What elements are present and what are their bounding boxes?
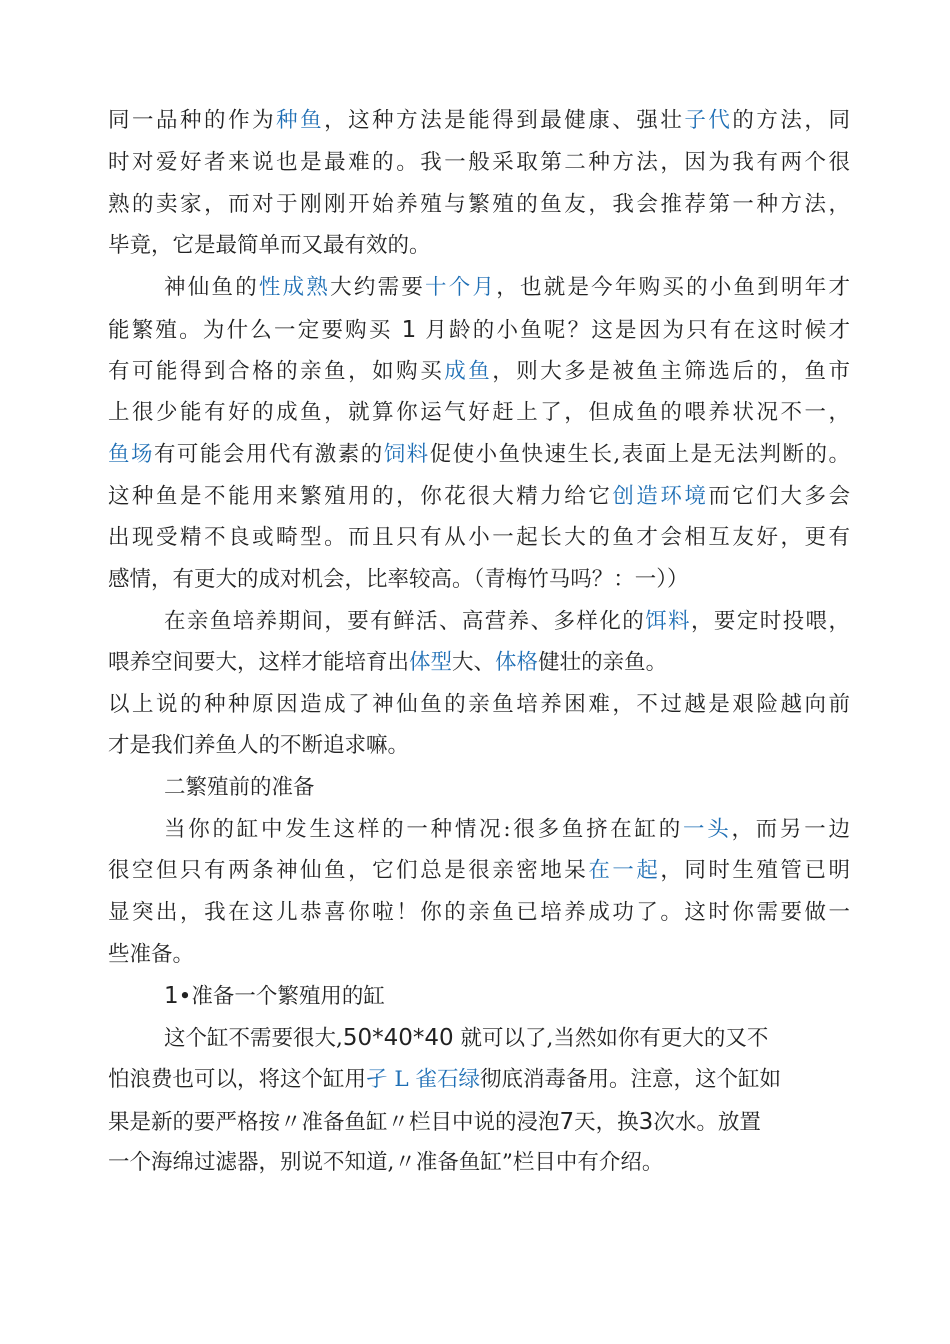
text-segment: 很空但只有两条神仙鱼，它们总是很亲密地呆 xyxy=(108,858,589,883)
keyword-link[interactable]: 成鱼 xyxy=(444,359,493,384)
text-line xyxy=(108,729,850,763)
text-segment: 同一品种的作为 xyxy=(108,108,277,133)
text-segment: ，同时生殖管已明 xyxy=(660,858,850,883)
text-line xyxy=(108,646,850,680)
text-line xyxy=(108,438,850,472)
text-segment: 神仙鱼的 xyxy=(164,275,259,300)
text-segment: 这个缸不需要很大, xyxy=(164,1026,343,1051)
text-segment: 有可能得到合格的亲鱼，如购买 xyxy=(108,359,445,384)
text-line xyxy=(108,938,850,972)
text-segment: 一个海绵过滤器，别说不知道,〃准备鱼缸”栏目中有介绍。 xyxy=(108,1150,664,1175)
text-segment: 喂养空间要大，这样才能培育出 xyxy=(108,650,410,675)
text-segment: 二繁殖前的准备 xyxy=(164,775,315,800)
text-segment: ，而另一边 xyxy=(731,817,850,842)
text-line xyxy=(108,854,850,888)
text-segment: 以上说的种种原因造成了神仙鱼的亲鱼培养困难，不过越是艰险越向前 xyxy=(108,692,850,717)
text-segment: 时对爱好者来说也是最难的。我一般采取第二种方法，因为我有两个很 xyxy=(108,150,850,175)
text-line xyxy=(108,521,850,555)
text-line xyxy=(108,355,850,389)
text-segment: 天，换 xyxy=(574,1110,639,1135)
text-line xyxy=(164,979,850,1013)
text-line xyxy=(108,396,850,430)
text-line xyxy=(108,1146,850,1180)
text-line xyxy=(164,771,850,805)
text-segment: 大、 xyxy=(452,650,496,675)
text-line xyxy=(108,896,850,930)
text-segment: 感情，有更大的成对机会，比率较高。（青梅竹马吗？：一）） xyxy=(108,567,689,592)
text-line xyxy=(108,229,850,263)
keyword-link[interactable]: 饵料 xyxy=(645,609,691,634)
keyword-link[interactable]: 创造环境 xyxy=(612,484,709,509)
keyword-link[interactable]: 十个月 xyxy=(425,275,497,300)
text-segment: 次水。放置 xyxy=(653,1110,761,1135)
text-segment: •准备一个繁殖用的缸 xyxy=(178,984,385,1009)
keyword-link[interactable]: 体格 xyxy=(495,650,539,675)
text-line xyxy=(108,480,850,514)
text-segment: 而它们大多会 xyxy=(708,484,850,509)
number-text: 1 xyxy=(401,317,417,343)
text-segment: 熟的卖家，而对于刚刚开始养殖与繁殖的鱼友，我会推荐第一种方法， xyxy=(108,192,850,217)
text-segment: 健壮的亲鱼。 xyxy=(538,650,668,675)
text-segment: 果是新的要严格按〃准备鱼缸〃栏目中说的浸泡 xyxy=(108,1110,560,1135)
text-segment: ，也就是今年购买的小鱼到明年才 xyxy=(496,275,850,300)
keyword-link[interactable]: 种鱼 xyxy=(276,108,325,133)
keyword-link[interactable]: 体型 xyxy=(409,650,453,675)
keyword-link[interactable]: 饲料 xyxy=(383,442,430,467)
number-text: 1 xyxy=(164,983,179,1009)
text-segment: ，则大多是被鱼主筛选后的，鱼市 xyxy=(492,359,850,384)
text-segment: 当你的缸中发生这样的一种情况:很多鱼挤在缸的 xyxy=(164,817,684,842)
number-text: 7 xyxy=(559,1109,575,1135)
text-line xyxy=(108,188,850,222)
keyword-link[interactable]: 孑 L 雀石绿 xyxy=(366,1067,480,1092)
text-segment: 月龄的小鱼呢？这是因为只有在这时候才 xyxy=(416,318,850,343)
text-segment: 的方法，同 xyxy=(732,108,850,133)
number-text: 3 xyxy=(638,1109,654,1135)
text-segment: 彻底消毒备用。注意，这个缸如 xyxy=(479,1067,781,1092)
text-line xyxy=(108,104,850,138)
text-segment: 毕竟，它是最简单而又最有效的。 xyxy=(108,233,431,258)
keyword-link[interactable]: 性成熟 xyxy=(258,275,331,300)
text-segment: 能繁殖。为什么一定要购买 xyxy=(108,318,402,343)
text-line xyxy=(164,813,850,847)
text-line xyxy=(108,1105,850,1139)
text-line xyxy=(108,563,850,597)
text-segment: 出现受精不良或畸型。而且只有从小一起长大的鱼才会相互友好，更有 xyxy=(108,525,850,550)
keyword-link[interactable]: 在一起 xyxy=(588,858,661,883)
text-line xyxy=(164,1021,850,1055)
text-segment: 这种鱼是不能用来繁殖用的，你花很大精力给它 xyxy=(108,484,613,509)
keyword-link[interactable]: 鱼场 xyxy=(108,442,154,467)
text-segment: 在亲鱼培养期间，要有鲜活、高营养、多样化的 xyxy=(164,609,646,634)
text-segment: 才是我们养鱼人的不断追求嘛。 xyxy=(108,733,410,758)
text-segment: 显突出，我在这儿恭喜你啦！你的亲鱼已培养成功了。这时你需要做一 xyxy=(108,900,850,925)
text-segment: 上很少能有好的成鱼，就算你运气好赶上了，但成鱼的喂养状况不一， xyxy=(108,400,850,425)
text-line xyxy=(108,313,850,347)
text-line xyxy=(108,146,850,180)
text-line xyxy=(164,605,850,639)
text-segment: ，要定时投喂， xyxy=(691,609,850,634)
text-line xyxy=(108,1063,850,1097)
text-line xyxy=(164,271,850,305)
number-text: 50*40*40 xyxy=(342,1025,454,1051)
keyword-link[interactable]: 子代 xyxy=(684,108,733,133)
text-segment: 就可以了,当然如你有更大的又不 xyxy=(453,1026,769,1051)
text-segment: 有可能会用代有激素的 xyxy=(153,442,384,467)
text-segment: 些准备。 xyxy=(108,942,195,967)
keyword-link[interactable]: 一头 xyxy=(683,817,732,842)
text-segment: 怕浪费也可以，将这个缸用 xyxy=(108,1067,367,1092)
text-segment: 大约需要 xyxy=(330,275,426,300)
text-line xyxy=(108,688,850,722)
text-segment: ，这种方法是能得到最健康、强壮 xyxy=(324,108,685,133)
text-segment: 促使小鱼快速生长,表面上是无法判断的。 xyxy=(429,442,850,467)
